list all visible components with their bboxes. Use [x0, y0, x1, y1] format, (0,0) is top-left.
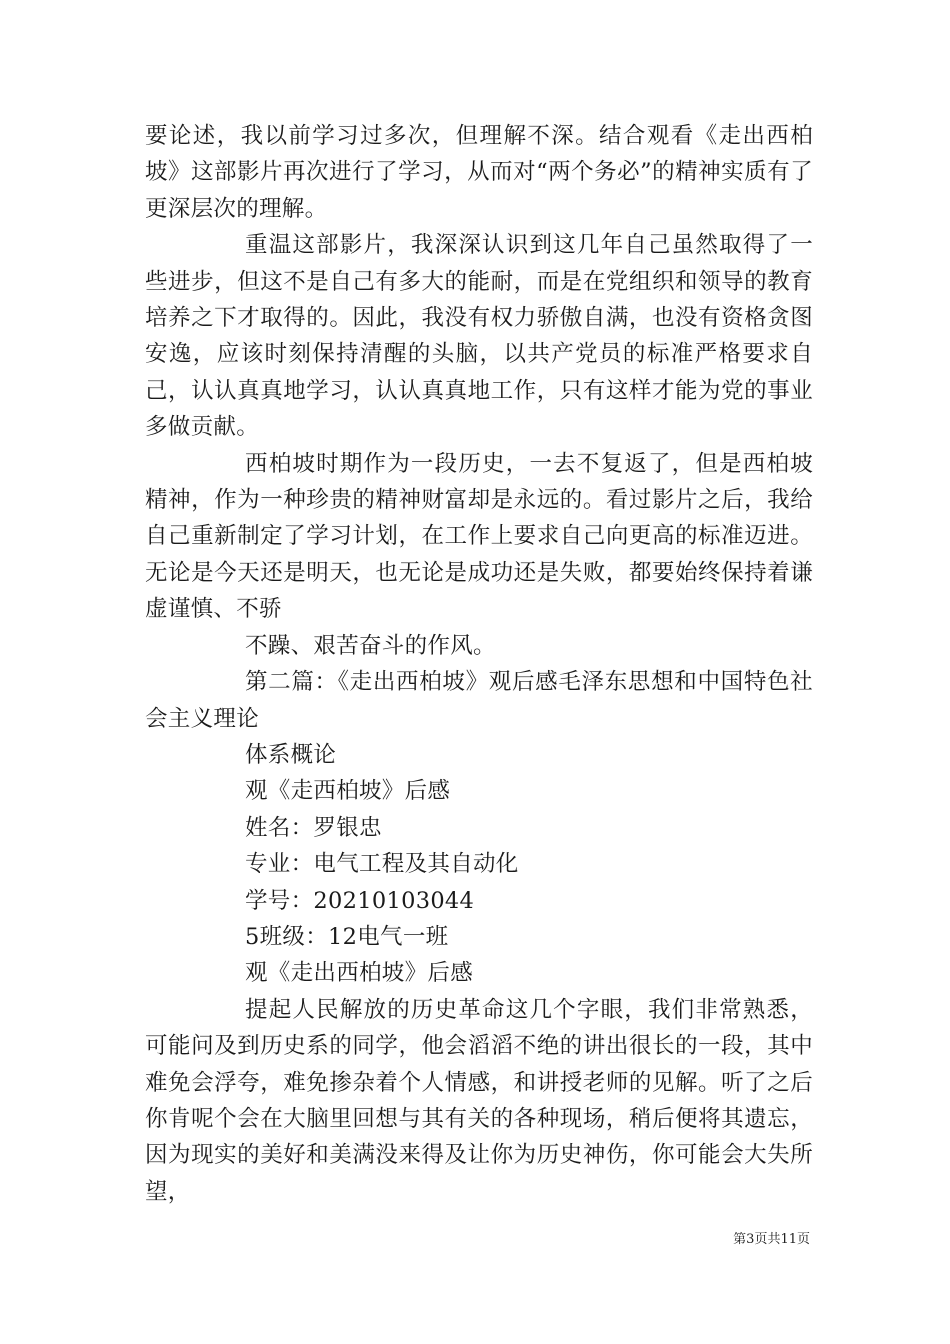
class-info: 5班级：12电气一班 — [245, 923, 449, 950]
essay-title: 观《走西柏坡》后感 — [245, 778, 451, 805]
section-heading: 第二篇：《走出西柏坡》观后感毛泽东思想和中国特色社会主义理论 — [145, 669, 813, 732]
paragraph: 重温这部影片，我深深认识到这几年自己虽然取得了一些进步，但这不是自己有多大的能耐，而是在党组织和领导的教育培养之下才取得的。因此，我没有权力骄傲自满，也没有资格贪图安逸，应该时刻保持清醒的头脑，以共产党员的标准严格要求自己，认认真真地学习，认认真真地工作，只有这样才能为党的事业多做贡献。 — [145, 232, 813, 441]
page-number-footer: 第3页共11页 — [733, 1232, 810, 1247]
paragraph: 西柏坡时期作为一段历史，一去不复返了，但是西柏坡精神，作为一种珍贵的精神财富却是永远的。看过影片之后，我给自己重新制定了学习计划，在工作上要求自己向更高的标准迈进。无论是今天还是明天，也无论是成功还是失败，都要始终保持着谦虚谨慎、不骄 — [145, 450, 813, 623]
author-major: 专业：电气工程及其自动化 — [245, 851, 519, 878]
student-id: 学号：20210103044 — [245, 887, 475, 914]
essay-title: 观《走出西柏坡》后感 — [245, 960, 474, 987]
paragraph: 不躁、艰苦奋斗的作风。 — [245, 632, 496, 659]
heading-continuation: 体系概论 — [245, 741, 337, 768]
paragraph: 要论述，我以前学习过多次，但理解不深。结合观看《走出西柏坡》这部影片再次进行了学习，从而对“两个务必”的精神实质有了更深层次的理解。 — [145, 123, 813, 222]
paragraph: 提起人民解放的历史革命这几个字眼，我们非常熟悉，可能问及到历史系的同学，他会滔滔不绝的讲出很长的一段，其中难免会浮夸，难免掺杂着个人情感，和讲授老师的见解。听了之后你肯呢个会在大脑里回想与其有关的各种现场，稍后便将其遗忘，因为现实的美好和美满没来得及让你为历史神伤，你可能会大失所望， — [145, 996, 813, 1205]
document-body — [145, 118, 813, 1210]
author-name: 姓名：罗银忠 — [245, 814, 382, 841]
